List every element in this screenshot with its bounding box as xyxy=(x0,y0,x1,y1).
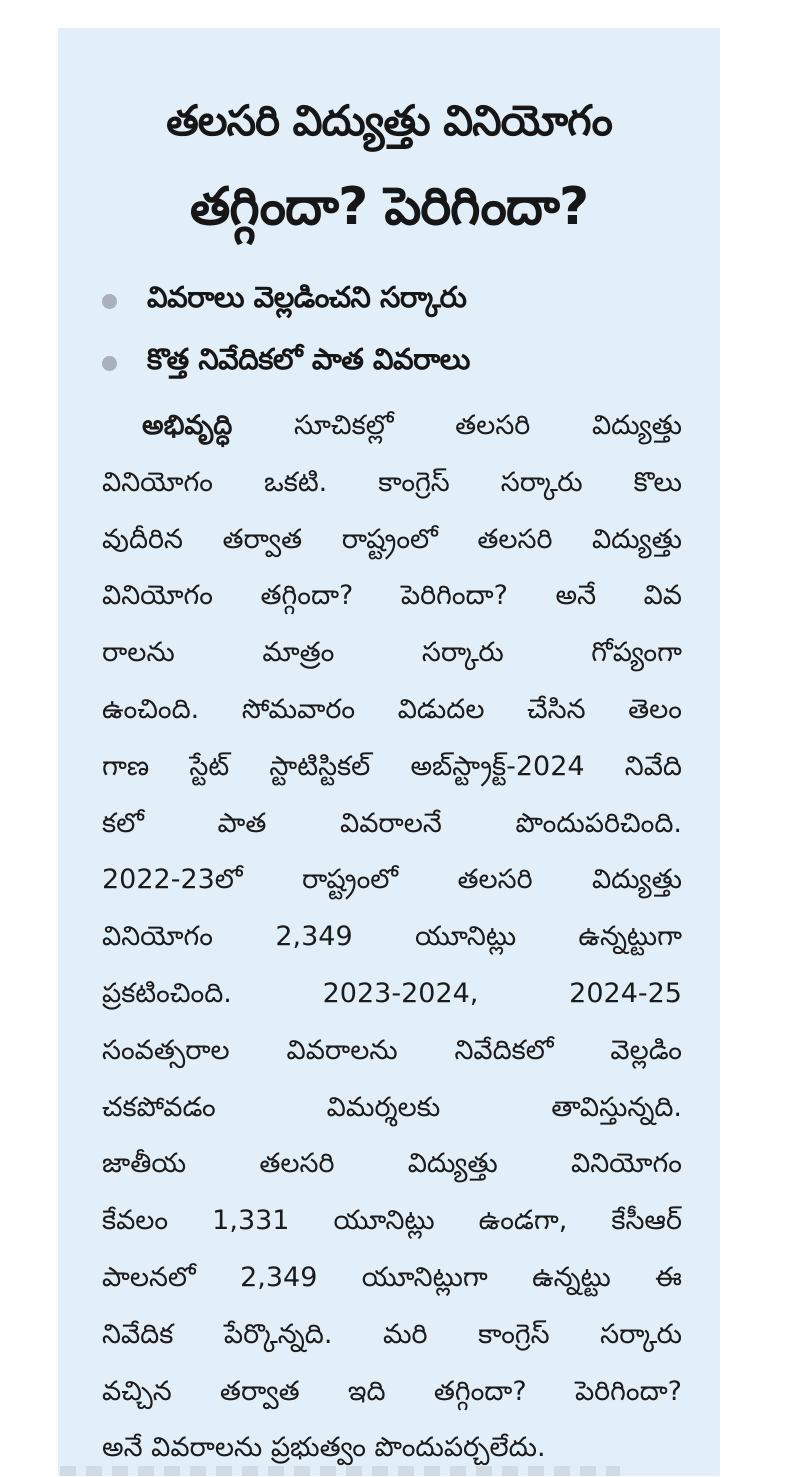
body-line: కేవలం 1,331 యూనిట్లు ఉండగా, కేసీఆర్ xyxy=(102,1205,682,1237)
subheading-bullets xyxy=(102,270,702,394)
body-line: అనే వివరాలను ప్రభుత్వం పొందుపర్చలేదు. xyxy=(102,1432,546,1464)
subheading-bullet-1 xyxy=(102,270,702,332)
body-line: గాణ స్టేట్ స్టాటిస్టికల్ అబ్‌స్ట్రాక్ట్-2024 నివేది xyxy=(102,750,682,782)
body-line: జాతీయ తలసరి విద్యుత్తు వినియోగం xyxy=(102,1148,682,1180)
body-line: ఉంచింది. సోమవారం విడుదల చేసిన తెలం xyxy=(102,693,682,725)
headline-line-2: తగ్గిందా? పెరిగిందా? xyxy=(189,177,589,237)
body-line: వచ్చిన తర్వాత ఇది తగ్గిందా? పెరిగిందా? xyxy=(102,1375,682,1407)
body-line: వినియోగం 2,349 యూనిట్లు ఉన్నట్టుగా xyxy=(102,921,682,953)
body-line: వినియోగం తగ్గిందా? పెరిగిందా? అనే వివ xyxy=(102,580,682,612)
lead-word: అభివృద్ధి xyxy=(142,410,233,441)
body-line: 2022-23లో రాష్ట్రంలో తలసరి విద్యుత్తు xyxy=(102,864,682,896)
body-line: రాలను మాత్రం సర్కారు గోప్యంగా xyxy=(102,637,682,669)
cut-off-next-line xyxy=(60,1466,620,1476)
subheading-bullet-2 xyxy=(102,332,702,394)
body-line: నివేదిక పేర్కొన్నది. మరి కాంగ్రెస్ సర్కారు xyxy=(102,1318,682,1350)
body-line xyxy=(102,398,682,455)
body-line: వినియోగం ఒకటి. కాంగ్రెస్ సర్కారు కొలు xyxy=(102,466,682,498)
body-line: చకపోవడం విమర్శలకు తావిస్తున్నది. xyxy=(102,1091,682,1123)
bullet-dot-icon xyxy=(102,294,117,309)
subheading-text: వివరాలు వెల్లడించని సర్కారు xyxy=(147,280,467,314)
headline-line-1: తలసరి విద్యుత్తు వినియోగం xyxy=(166,96,612,145)
body-line: ప్రకటించింది. 2023-2024, 2024-25 xyxy=(102,977,682,1009)
body-line: సంవత్సరాల వివరాలను నివేదికలో వెల్లడిం xyxy=(102,1034,682,1066)
subheading-text: కొత్త నివేదికలో పాత వివరాలు xyxy=(147,342,470,376)
article-body xyxy=(102,398,682,1477)
body-line: పాలనలో 2,349 యూనిట్లుగా ఉన్నట్టు ఈ xyxy=(102,1261,682,1293)
body-line: వుదీరిన తర్వాత రాష్ట్రంలో తలసరి విద్యుత్తు xyxy=(102,523,682,555)
bullet-dot-icon xyxy=(102,356,117,371)
body-line: కలో పాత వివరాలనే పొందుపరిచింది. xyxy=(102,807,682,839)
first-line-text: సూచికల్లో తలసరి విద్యుత్తు xyxy=(232,410,682,441)
news-clipping xyxy=(58,28,720,1476)
